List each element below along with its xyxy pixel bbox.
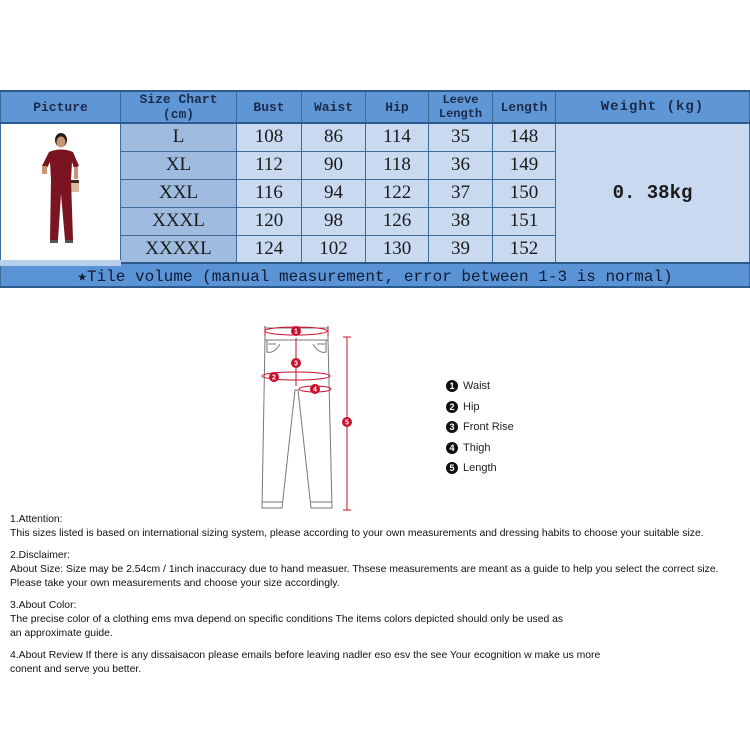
weight-value: 0. 38kg xyxy=(556,123,750,263)
header-hip: Hip xyxy=(366,91,429,123)
legend-item-thigh xyxy=(446,438,514,459)
size-chart-table xyxy=(0,90,750,288)
note-line: conent and serve you better. xyxy=(10,664,142,675)
size-label: XXXXL xyxy=(121,235,237,263)
header-picture: Picture xyxy=(1,91,121,123)
number-4-icon: 4 xyxy=(446,442,458,454)
number-2-icon: 2 xyxy=(446,401,458,413)
hip-value: 122 xyxy=(366,179,429,207)
bust-value: 124 xyxy=(237,235,302,263)
sleeve-value: 38 xyxy=(429,207,493,235)
waist-value: 98 xyxy=(302,207,366,235)
note-line: This sizes listed is based on international sizing system, please according to your own measurements and dressing habits to choose your suitable size. xyxy=(10,528,704,539)
header-size-chart: Size Chart (cm) xyxy=(121,91,237,123)
note-line: The precise color of a clothing ems mva depend on specific conditions The items colors depicted should only be used as xyxy=(10,614,564,625)
sleeve-value: 37 xyxy=(429,179,493,207)
number-3-icon: 3 xyxy=(446,421,458,433)
legend-label: Waist xyxy=(463,380,491,393)
product-model-image xyxy=(39,132,85,244)
number-1-icon: 1 xyxy=(446,380,458,392)
legend-label: Front Rise xyxy=(463,421,514,434)
product-picture-cell xyxy=(1,123,121,263)
waist-value: 102 xyxy=(302,235,366,263)
note-disclaimer xyxy=(10,549,750,591)
table-footer-row xyxy=(1,263,750,287)
length-value: 150 xyxy=(493,179,556,207)
bust-value: 112 xyxy=(237,151,302,179)
header-weight: Weight (kg) xyxy=(556,91,750,123)
size-label: XL xyxy=(121,151,237,179)
size-label: L xyxy=(121,123,237,151)
bust-value: 120 xyxy=(237,207,302,235)
waist-value: 94 xyxy=(302,179,366,207)
hip-value: 114 xyxy=(366,123,429,151)
legend-label: Length xyxy=(463,462,497,475)
svg-text:3: 3 xyxy=(294,360,298,368)
header-bust: Bust xyxy=(237,91,302,123)
note-line: About Size: Size may be 2.54cm / 1inch inaccuracy due to hand measuer. Thsese measurements are meant as a guide to help you select the correct size. xyxy=(10,564,719,575)
note-color xyxy=(10,599,750,641)
legend-item-hip xyxy=(446,397,514,418)
legend-item-waist xyxy=(446,376,514,397)
legend-label: Hip xyxy=(463,400,480,413)
length-value: 152 xyxy=(493,235,556,263)
sleeve-value: 36 xyxy=(429,151,493,179)
svg-text:5: 5 xyxy=(345,419,349,427)
header-sleeve-line2: Length xyxy=(438,107,483,121)
table-row xyxy=(1,123,750,151)
note-title: 1.Attention: xyxy=(10,514,63,525)
bust-value: 108 xyxy=(237,123,302,151)
size-label: XXL xyxy=(121,179,237,207)
note-review xyxy=(10,649,750,677)
note-attention xyxy=(10,513,750,541)
hip-value: 130 xyxy=(366,235,429,263)
note-line: 4.About Review If there is any dissaisacon please emails before leaving nadler eso esv the see Your ecognition w make us more xyxy=(10,650,601,661)
svg-text:2: 2 xyxy=(272,374,276,382)
header-sleeve-line1: Leeve xyxy=(442,93,479,107)
waist-value: 86 xyxy=(302,123,366,151)
legend-item-length xyxy=(446,458,514,479)
measurement-note: ★Tile volume (manual measurement, error between 1-3 is normal) xyxy=(1,263,750,287)
number-5-icon: 5 xyxy=(446,462,458,474)
waist-value: 90 xyxy=(302,151,366,179)
length-value: 149 xyxy=(493,151,556,179)
header-waist: Waist xyxy=(302,91,366,123)
size-label: XXXL xyxy=(121,207,237,235)
note-line: an approximate guide. xyxy=(10,628,113,639)
note-title: 2.Disclaimer: xyxy=(10,550,71,561)
hip-value: 126 xyxy=(366,207,429,235)
note-line: Please take your own measurements and choose your size accordingly. xyxy=(10,578,340,589)
sleeve-value: 35 xyxy=(429,123,493,151)
header-length: Length xyxy=(493,91,556,123)
measurement-legend xyxy=(446,376,514,479)
legend-item-front-rise xyxy=(446,417,514,438)
length-value: 148 xyxy=(493,123,556,151)
length-value: 151 xyxy=(493,207,556,235)
size-notes xyxy=(10,513,750,685)
hip-value: 118 xyxy=(366,151,429,179)
pants-measurement-diagram xyxy=(240,318,370,518)
sleeve-value: 39 xyxy=(429,235,493,263)
table-header-row xyxy=(1,91,750,123)
svg-text:1: 1 xyxy=(294,328,298,336)
svg-text:4: 4 xyxy=(313,386,317,394)
legend-label: Thigh xyxy=(463,441,491,454)
header-sleeve-length xyxy=(429,91,493,123)
bust-value: 116 xyxy=(237,179,302,207)
note-title: 3.About Color: xyxy=(10,600,77,611)
